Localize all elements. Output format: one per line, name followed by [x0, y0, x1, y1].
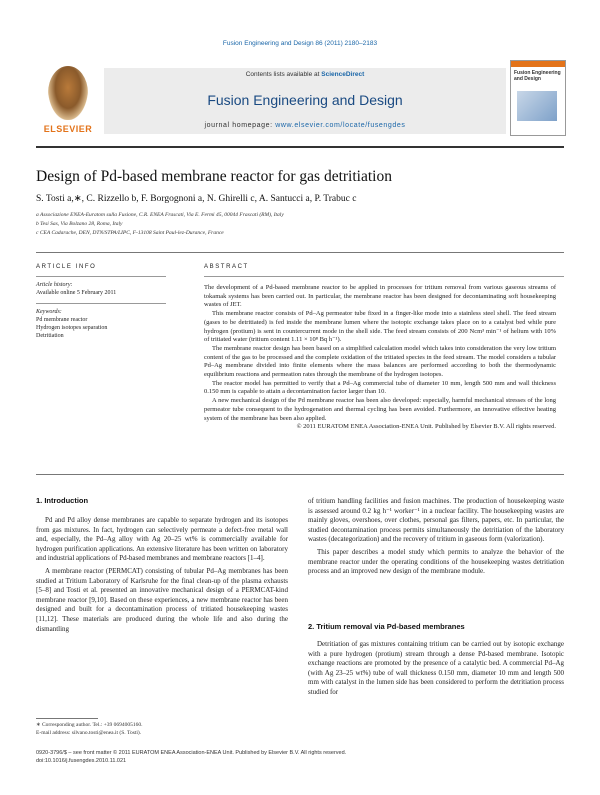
cover-title: Fusion Engineering and Design [514, 70, 561, 82]
abstract-paragraph: The reactor model has permitted to verify that a Pd–Ag commercial tube of diameter 10 mm, length 500 mm and wall thickness 0.150 mm is capable to attain a decontamination factor larger than 10. [204, 379, 556, 396]
sciencedirect-link[interactable]: ScienceDirect [321, 71, 365, 78]
keyword: Pd membrane reactor [36, 317, 88, 323]
copyright-line: © 2011 EURATOM ENEA Association-ENEA Unit. Published by Elsevier B.V. All rights reserved. [296, 423, 556, 431]
journal-homepage: journal homepage: www.elsevier.com/locate/fusengdes [204, 122, 406, 129]
author-list: S. Tosti a,∗, C. Rizzello b, F. Borgognoni a, N. Ghirelli c, A. Santucci a, P. Trabuc c [36, 194, 357, 204]
body-paragraph: A membrane reactor (PERMCAT) consisting of tubular Pd–Ag membranes has been studied at Tritium Laboratory of Karlsruhe for the final clean-up of the plasma exhausts [5–8] and Tosti et al. presented an innovative mechanical design of a PERMCAT-kind membrane reactor [9,10]. Based on these experiences, a new membrane reactor has been designed and built for a decontamination process of tritiated housekeeping wastes [11,12]. These materials are produced during the whole life and also during the dismantling [36, 566, 288, 633]
article-title: Design of Pd-based membrane reactor for gas detritiation [36, 168, 392, 185]
header-divider [36, 146, 564, 148]
affiliation-c: c CEA Cadarache, DEN, DTN/STPA/LIPC, F-13108 Saint Paul-lez-Durance, France [36, 230, 224, 236]
body-paragraph: Detritiation of gas mixtures containing tritium can be carried out by isotopic exchange with a pure hydrogen (protium) stream through a dense Pd-based membrane. Isotopic exchange reactions are promoted by the presence of a catalytic bed. A commercial Pd–Ag (with Ag 23–25 wt%) tube of wall thickness 0.150 mm, diameter 10 mm and length 500 mm with catalyst in the lumen side has been considered to perform the detritiation process studied for [308, 640, 564, 696]
abstract-end-divider [36, 474, 564, 475]
affiliation-b: b Tesi Sas, Via Bolzano 28, Roma, Italy [36, 221, 123, 227]
right-column-section-2 [308, 640, 564, 701]
right-column [308, 497, 564, 580]
section-2-heading: 2. Tritium removal via Pd-based membranes [308, 622, 465, 631]
abstract-paragraph: This membrane reactor consists of Pd–Ag permeator tube fixed in a finger-like mode into a stainless steel shell. The feed stream (gases to be detritiated) is fed inside the membrane lumen where the isotopic exchange takes place on to a catalyst bed while pure hydrogen (protium) is sent in countercurrent mode in the shell side. The feed stream consists of 200 Ncm³ min⁻¹ of helium with 10% of tritiated water (tritium content 1.11 × 10⁸ Bq h⁻¹). [204, 310, 556, 344]
body-paragraph: This paper describes a model study which permits to analyze the behavior of the membrane reactor under the operating conditions of the housekeeping wastes detritiation process and an improved new design of the membrane module. [308, 547, 564, 576]
abstract-header: ABSTRACT [204, 264, 249, 270]
elsevier-logo [38, 64, 98, 138]
doi-link[interactable]: doi:10.1016/j.fusengdes.2010.11.021 [36, 758, 127, 764]
abstract-paragraph: The membrane reactor design has been based on a simplified calculation model which takes into consideration the very low tritium content of the gas to be processed and the complete oxidation of the tritiated species in the feed stream. The model considers a tubular Pd–Ag membrane divided into finite elements where the mass balances are performed according to both the thermodynamic equilibrium reactions and permeation rates through the membrane of the hydrogen isotopes. [204, 344, 556, 379]
section-1-heading: 1. Introduction [36, 496, 89, 505]
affiliation-a: a Associazione ENEA-Euratom sulla Fusione, C.R. ENEA Frascati, Via E. Fermi 45, 00044 Frascati (RM), Italy [36, 212, 284, 218]
article-history-value: Available online 5 February 2011 [36, 290, 117, 296]
abstract-paragraph: A new mechanical design of the Pd membrane reactor has been also developed: especially, harmful mechanical stresses of the long permeator tube consequent to the hydrogenation and thermal cycling has been avoided. Furthermore, an innovative effective heating system of the membrane has been also applied. [204, 397, 556, 422]
contents-line: Contents lists available at ScienceDirect [245, 71, 365, 78]
journal-reference[interactable]: Fusion Engineering and Design 86 (2011) 2180–2183 [222, 40, 378, 47]
article-info-divider [36, 276, 166, 277]
abstract-body [204, 284, 556, 432]
article-history-label: Article history: [36, 282, 73, 288]
abstract-paragraph: The development of a Pd-based membrane reactor to be applied in processes for tritium removal from various gaseous streams of tokamak systems has been carried out. In particular, the membrane reactor has been designed for decontaminating soft housekeeping wastes of JET. [204, 284, 556, 309]
homepage-link[interactable]: www.elsevier.com/locate/fusengdes [275, 122, 406, 129]
abstract-divider [204, 276, 564, 277]
journal-cover-thumbnail [510, 60, 566, 136]
article-info-header: ARTICLE INFO [36, 264, 97, 270]
keywords-label: Keywords: [36, 309, 62, 315]
author-email[interactable]: E-mail address: silvano.tosti@enea.it (S. Tosti). [36, 730, 142, 736]
journal-banner [104, 68, 506, 134]
body-paragraph: of tritium handling facilities and fusion machines. The production of housekeeping waste is assessed around 0.2 kg h⁻¹ worker⁻¹ in a nuclear facility. The housekeeping wastes are mainly gloves, overshoes, over clothes, personal gas filters, papers, etc. In particular, the studied decontamination process permits simultaneously the detritiation of the laboratory wastes (decategorization) and the recovery of tritium in gaseous form (valorization). [308, 497, 564, 544]
issn-line: 0920-3796/$ – see front matter © 2011 EURATOM ENEA Association-ENEA Unit. Published by Elsevier B.V. All rights reserved. [36, 750, 347, 756]
masthead [36, 56, 564, 140]
left-column [36, 516, 288, 637]
footnote-divider [36, 718, 98, 719]
journal-title: Fusion Engineering and Design [207, 92, 403, 108]
corresponding-author-note: ∗ Corresponding author. Tel.: +39 0694005160. [36, 722, 143, 728]
elsevier-tree-icon [48, 66, 88, 120]
body-paragraph: Pd and Pd alloy dense membranes are capable to separate hydrogen and its isotopes from gas mixtures. In fact, hydrogen can selectively permeate a defect-free metal wall and, especially, the Pd–Ag alloy with Ag 20–25 wt% is commercially available for hydrogen purification applications. An extensive literature has been written on laboratory and industrial applications of Pd-based membranes and membrane reactors [1–4]. [36, 516, 288, 563]
cover-image [517, 91, 557, 121]
front-divider [36, 252, 564, 253]
publisher-name: ELSEVIER [43, 124, 93, 134]
keyword: Detritiation [36, 333, 64, 339]
keyword: Hydrogen isotopes separation [36, 325, 108, 331]
keywords-divider [36, 303, 166, 304]
